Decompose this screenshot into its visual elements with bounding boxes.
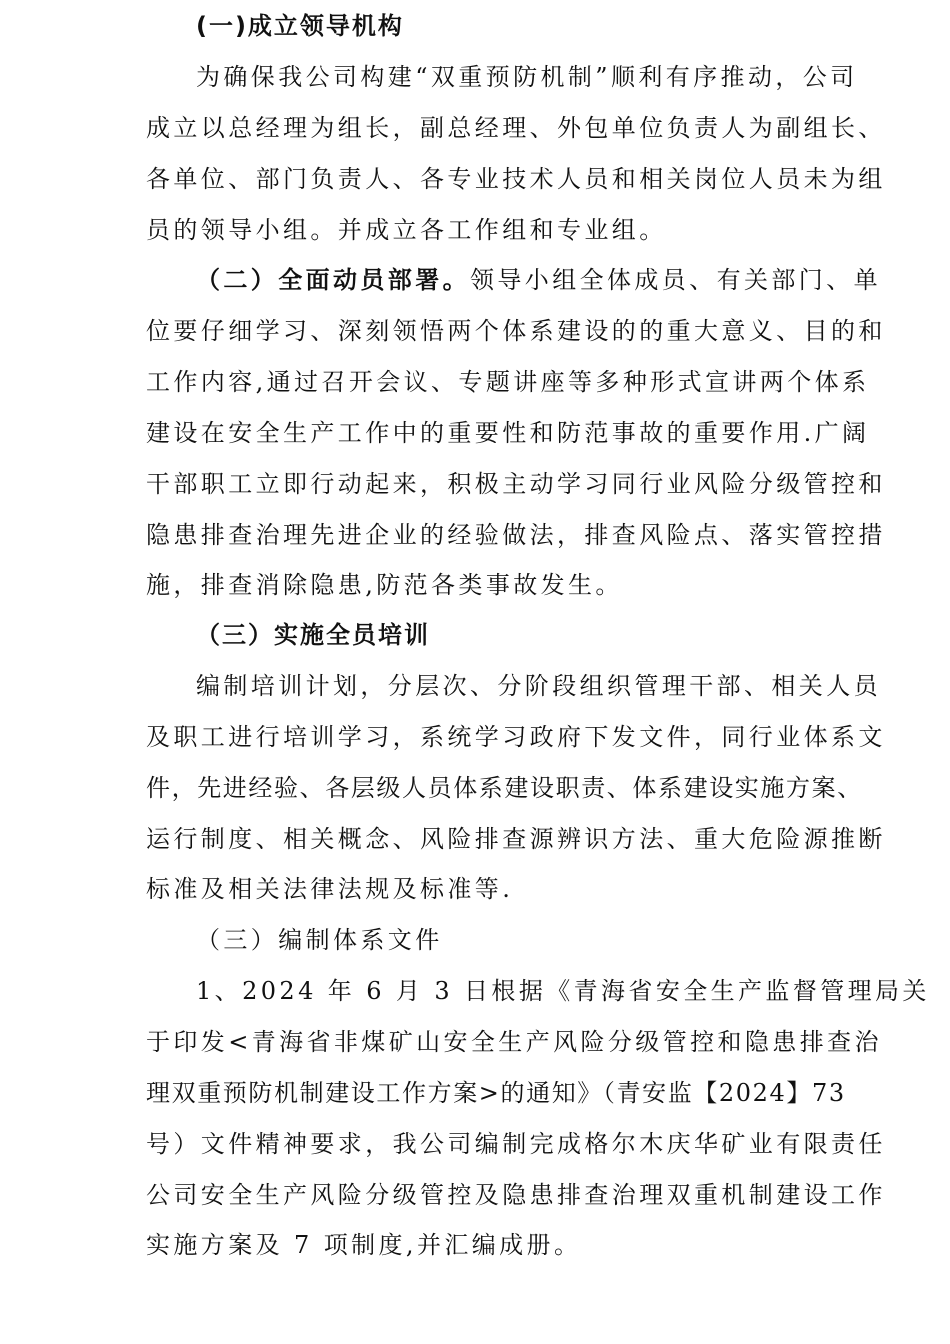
paragraph-line: 成立以总经理为组长，副总经理、外包单位负责人为副组长、: [146, 114, 886, 142]
paragraph-line: 工作内容,通过召开会议、专题讲座等多种形式宣讲两个体系: [146, 368, 870, 396]
paragraph-line: 运行制度、相关概念、风险排查源辨识方法、重大危险源推断: [146, 825, 886, 853]
paragraph-line: 建设在安全生产工作中的重要性和防范事故的重要作用.广阔: [146, 419, 870, 447]
paragraph-line: 各单位、部门负责人、各专业技术人员和相关岗位人员未为组: [146, 165, 886, 193]
paragraph-line: 为确保我公司构建“双重预防机制”顺利有序推动，公司: [196, 63, 858, 91]
paragraph-line: 实施方案及 7 项制度,并汇编成册。: [146, 1231, 582, 1259]
section-heading-mobilization: （二）全面动员部署。: [196, 266, 470, 294]
section-heading-training: （三）实施全员培训: [196, 621, 430, 649]
paragraph-line: 于印发<青海省非煤矿山安全生产风险分级管控和隐患排查治: [146, 1028, 882, 1056]
paragraph-line: 干部职工立即行动起来，积极主动学习同行业风险分级管控和: [146, 470, 886, 498]
paragraph-line: 件，先进经验、各层级人员体系建设职责、体系建设实施方案、: [146, 774, 863, 802]
paragraph-line: [196, 265, 881, 295]
paragraph-line: 号）文件精神要求，我公司编制完成格尔木庆华矿业有限责任: [146, 1130, 886, 1158]
paragraph-line: 编制培训计划，分层次、分阶段组织管理干部、相关人员: [196, 672, 881, 700]
paragraph-line: 隐患排查治理先进企业的经验做法，排查风险点、落实管控措: [146, 521, 886, 549]
paragraph-line: 员的领导小组。并成立各工作组和专业组。: [146, 216, 667, 244]
paragraph-line: 公司安全生产风险分级管控及隐患排查治理双重机制建设工作: [146, 1181, 886, 1209]
paragraph-line: 位要仔细学习、深刻领悟两个体系建设的的重大意义、目的和: [146, 317, 886, 345]
section-heading-leadership: (一)成立领导机构: [196, 12, 404, 40]
paragraph-text: 领导小组全体成员、有关部门、单: [470, 266, 881, 294]
section-heading-documents: （三）编制体系文件: [196, 926, 443, 954]
paragraph-line: 施，排查消除隐患,防范各类事故发生。: [146, 571, 623, 599]
paragraph-line: 1、2024 年 6 月 3 日根据《青海省安全生产监督管理局关: [196, 977, 930, 1005]
paragraph-line: 理双重预防机制建设工作方案>的通知》（青安监【2024】73: [146, 1079, 846, 1107]
paragraph-line: 标准及相关法律法规及标准等.: [146, 875, 514, 903]
paragraph-line: 及职工进行培训学习，系统学习政府下发文件，同行业体系文: [146, 723, 886, 751]
